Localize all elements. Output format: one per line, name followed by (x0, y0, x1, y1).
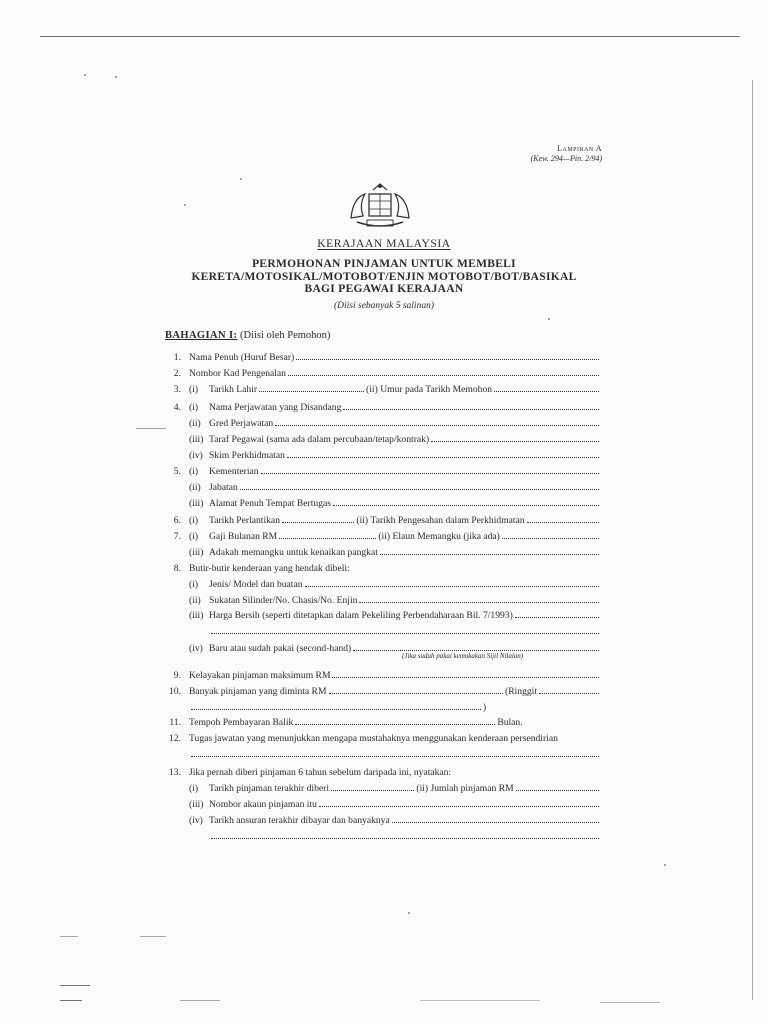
scan-bottom-mark (60, 985, 90, 986)
field-new-or-used[interactable]: (iv) Baru atau sudah pakai (second-hand) (165, 640, 601, 654)
form-code: (Kew. 294—Pin. 2/94) (530, 154, 602, 163)
form-title-line-3: BAGI PEGAWAI KERAJAAN (304, 283, 464, 295)
section-label: BAHAGIAN I: (165, 330, 238, 341)
fill-line[interactable] (527, 520, 599, 523)
field-birth-date-age[interactable]: 3. (i) Tarikh Lahir (ii) Umur pada Tarikh Memohon (165, 381, 601, 395)
field-label: Jabatan (209, 482, 238, 493)
section-heading (165, 330, 330, 341)
fill-line[interactable] (305, 584, 599, 587)
field-label: Nombor Kad Pengenalan (189, 368, 286, 379)
fill-line[interactable] (494, 389, 599, 392)
scan-speck (84, 74, 86, 76)
fill-line[interactable] (282, 520, 354, 523)
form-title-line-1: PERMOHONAN PINJAMAN UNTUK MEMBELI (252, 258, 516, 270)
field-full-name[interactable]: 1. Nama Penuh (Huruf Besar) (165, 349, 601, 363)
scan-left-mark (136, 428, 166, 429)
field-label: Sukatan Silinder/No. Chasis/No. Enjin (209, 595, 358, 606)
field-appointment-dates[interactable]: 6. (i) Tarikh Perlantikan (ii) Tarikh Pengesahan dalam Perkhidmatan (165, 512, 601, 526)
scan-right-edge (752, 80, 753, 1000)
field-department[interactable]: (ii) Jabatan (165, 479, 601, 493)
field-label: Tarikh Pengesahan dalam Perkhidmatan (370, 515, 525, 526)
field-suffix: Bulan. (497, 717, 523, 728)
fill-line[interactable] (343, 407, 599, 410)
appendix-label: Lampiran A (557, 144, 602, 153)
field-label: Tarikh ansuran terakhir dibayar dan banyaknya (209, 815, 390, 826)
field-label: Nama Perjawatan yang Disandang (209, 402, 342, 413)
field-label: Tempoh Pembayaran Balik (189, 717, 294, 728)
fill-line[interactable] (331, 788, 414, 791)
field-label: Nombor akaun pinjaman itu (209, 799, 317, 810)
scan-bottom-mark (60, 936, 78, 937)
fill-line[interactable] (275, 423, 599, 426)
fill-line[interactable] (332, 675, 599, 678)
fill-line[interactable] (329, 691, 504, 694)
field-label: Tarikh Perlantikan (209, 515, 280, 526)
previous-loan-heading: 13. Jika pernah diberi pinjaman 6 tahun sebelum daripada ini, nyatakan: (169, 767, 452, 778)
fill-line[interactable] (240, 487, 599, 490)
field-label: Taraf Pegawai (sama ada dalam percubaan/tetap/kontrak) (209, 434, 430, 445)
fill-line[interactable] (431, 439, 599, 442)
field-label: Alamat Penuh Tempat Bertugas (209, 498, 331, 509)
field-officer-status[interactable]: (iii) Taraf Pegawai (sama ada dalam percubaan/tetap/kontrak) (165, 431, 601, 445)
field-net-price-continued[interactable] (165, 623, 601, 637)
field-label: Tarikh Lahir (209, 384, 258, 395)
section-note: (Diisi oleh Pemohon) (240, 330, 331, 341)
field-job-duties-continued[interactable] (165, 746, 601, 760)
field-label: Gred Perjawatan (209, 418, 274, 429)
fill-line[interactable] (319, 804, 599, 807)
fill-line[interactable] (516, 788, 599, 791)
government-title: KERAJAAN MALAYSIA (317, 238, 451, 250)
field-repayment-period[interactable]: 11. Tempoh Pembayaran Balik Bulan. (169, 717, 523, 728)
scan-top-border (40, 36, 740, 37)
form-reference (531, 144, 602, 164)
field-label: Tugas jawatan yang menunjukkan mengapa mustahaknya menggunakan kenderaan persendirian (189, 733, 558, 744)
form-title (0, 258, 768, 296)
fill-line[interactable] (211, 631, 599, 634)
scan-speck (408, 912, 410, 914)
field-work-address[interactable]: (iii) Alamat Penuh Tempat Bertugas (165, 495, 601, 509)
field-position-name[interactable]: 4. (i) Nama Perjawatan yang Disandang (165, 399, 601, 413)
field-label: Harga Bersih (seperti ditetapkan dalam Pekeliling Perbendaharaan Bil. 7/1993) (209, 610, 513, 621)
scan-bottom-mark (420, 1000, 540, 1001)
scan-bottom-mark (140, 936, 166, 937)
fill-line[interactable] (279, 536, 376, 539)
field-last-installment[interactable]: (iv) Tarikh ansuran terakhir dibayar dan banyaknya (165, 812, 601, 826)
field-service-scheme[interactable]: (iv) Skim Perkhidmatan (165, 447, 601, 461)
field-ic-number[interactable]: 2. Nombor Kad Pengenalan (165, 365, 601, 379)
field-label: Jenis/ Model dan buatan (209, 579, 303, 590)
scan-bottom-mark (180, 1000, 220, 1001)
fill-line[interactable] (287, 455, 599, 458)
field-label: Nama Penuh (Huruf Besar) (189, 352, 295, 363)
fill-line[interactable] (288, 373, 599, 376)
field-position-grade[interactable]: (ii) Gred Perjawatan (165, 415, 601, 429)
field-label: Butir-butir kenderaan yang hendak dibeli: (189, 563, 350, 574)
field-label: Skim Perkhidmatan (209, 450, 285, 461)
scan-bottom-mark (60, 1000, 82, 1001)
fill-line[interactable] (296, 357, 599, 360)
fill-line[interactable] (353, 648, 599, 651)
fill-line[interactable] (502, 536, 599, 539)
field-label: Jika pernah diberi pinjaman 6 tahun sebelum daripada ini, nyatakan: (189, 767, 452, 778)
coat-of-arms-icon (345, 182, 415, 232)
fill-line[interactable] (515, 615, 599, 618)
scan-speck (115, 76, 117, 78)
field-last-installment-continued[interactable] (165, 828, 601, 842)
field-label: Umur pada Tarikh Memohon (380, 384, 493, 395)
fill-line[interactable] (392, 820, 599, 823)
vehicle-details-heading: 8. Butir-butir kenderaan yang hendak dibeli: (173, 563, 350, 574)
field-label: Elaun Memangku (jika ada) (392, 531, 500, 542)
field-engine-details[interactable]: (ii) Sukatan Silinder/No. Chasis/No. Enjin (165, 592, 601, 606)
scan-speck (184, 204, 186, 206)
fill-line[interactable] (539, 691, 599, 694)
scan-speck (664, 864, 666, 866)
fill-line[interactable] (191, 754, 599, 757)
field-vehicle-model[interactable]: (i) Jenis/ Model dan buatan (165, 576, 601, 590)
field-net-price[interactable]: (iii) Harga Bersih (seperti ditetapkan dalam Pekeliling Perbendaharaan Bil. 7/1993) (165, 607, 601, 621)
field-salary-allowance[interactable]: 7. (i) Gaji Bulanan RM (ii) Elaun Memangku (jika ada) (165, 528, 601, 542)
scan-speck (548, 318, 550, 320)
form-title-line-2: KERETA/MOTOSIKAL/MOTOBOT/ENJIN MOTOBOT/BOT/BASIKAL (191, 270, 577, 283)
fill-line[interactable] (261, 471, 599, 474)
field-label: Tarikh pinjaman terakhir diberi (209, 783, 330, 794)
field-job-duties[interactable]: 12. Tugas jawatan yang menunjukkan mengapa mustahaknya menggunakan kenderaan persendirian (169, 733, 558, 744)
field-label: Gaji Bulanan RM (209, 531, 278, 542)
scan-bottom-mark (600, 1002, 660, 1003)
fill-line[interactable] (359, 600, 599, 603)
field-loan-account-number[interactable]: (iii) Nombor akaun pinjaman itu (165, 796, 601, 810)
field-suffix: (Ringgit (505, 686, 537, 697)
field-loan-amount-words[interactable]: ) (165, 699, 601, 713)
fill-line[interactable] (380, 552, 599, 555)
fill-line[interactable] (295, 722, 495, 725)
fill-line[interactable] (259, 389, 364, 392)
used-vehicle-note: (Jika sudah pakai kemukakan Sijil Nilaian) (402, 652, 524, 660)
field-label: Jumlah pinjaman RM (430, 783, 514, 794)
copies-instruction: (Diisi sebanyak 5 salinan) (333, 301, 434, 311)
field-loan-eligibility[interactable]: 9. Kelayakan pinjaman maksimum RM (165, 667, 601, 681)
field-label: Banyak pinjaman yang diminta RM (189, 686, 327, 697)
field-loan-amount[interactable]: 10. Banyak pinjaman yang diminta RM (Ringgit (165, 683, 601, 697)
field-label: Baru atau sudah pakai (second-hand) (209, 643, 352, 654)
scan-speck (240, 178, 242, 180)
field-acting-promotion[interactable]: (iii) Adakah memangku untuk kenaikan pangkat (165, 544, 601, 558)
field-label: Kelayakan pinjaman maksimum RM (189, 670, 331, 681)
field-label: Kementerian (209, 466, 259, 477)
field-ministry[interactable]: 5. (i) Kementerian (165, 463, 601, 477)
field-label: Adakah memangku untuk kenaikan pangkat (209, 547, 378, 558)
field-previous-loan[interactable]: (i) Tarikh pinjaman terakhir diberi (ii) Jumlah pinjaman RM (165, 780, 601, 794)
fill-line[interactable] (191, 707, 481, 710)
fill-line[interactable] (211, 836, 599, 839)
fill-line[interactable] (333, 503, 599, 506)
